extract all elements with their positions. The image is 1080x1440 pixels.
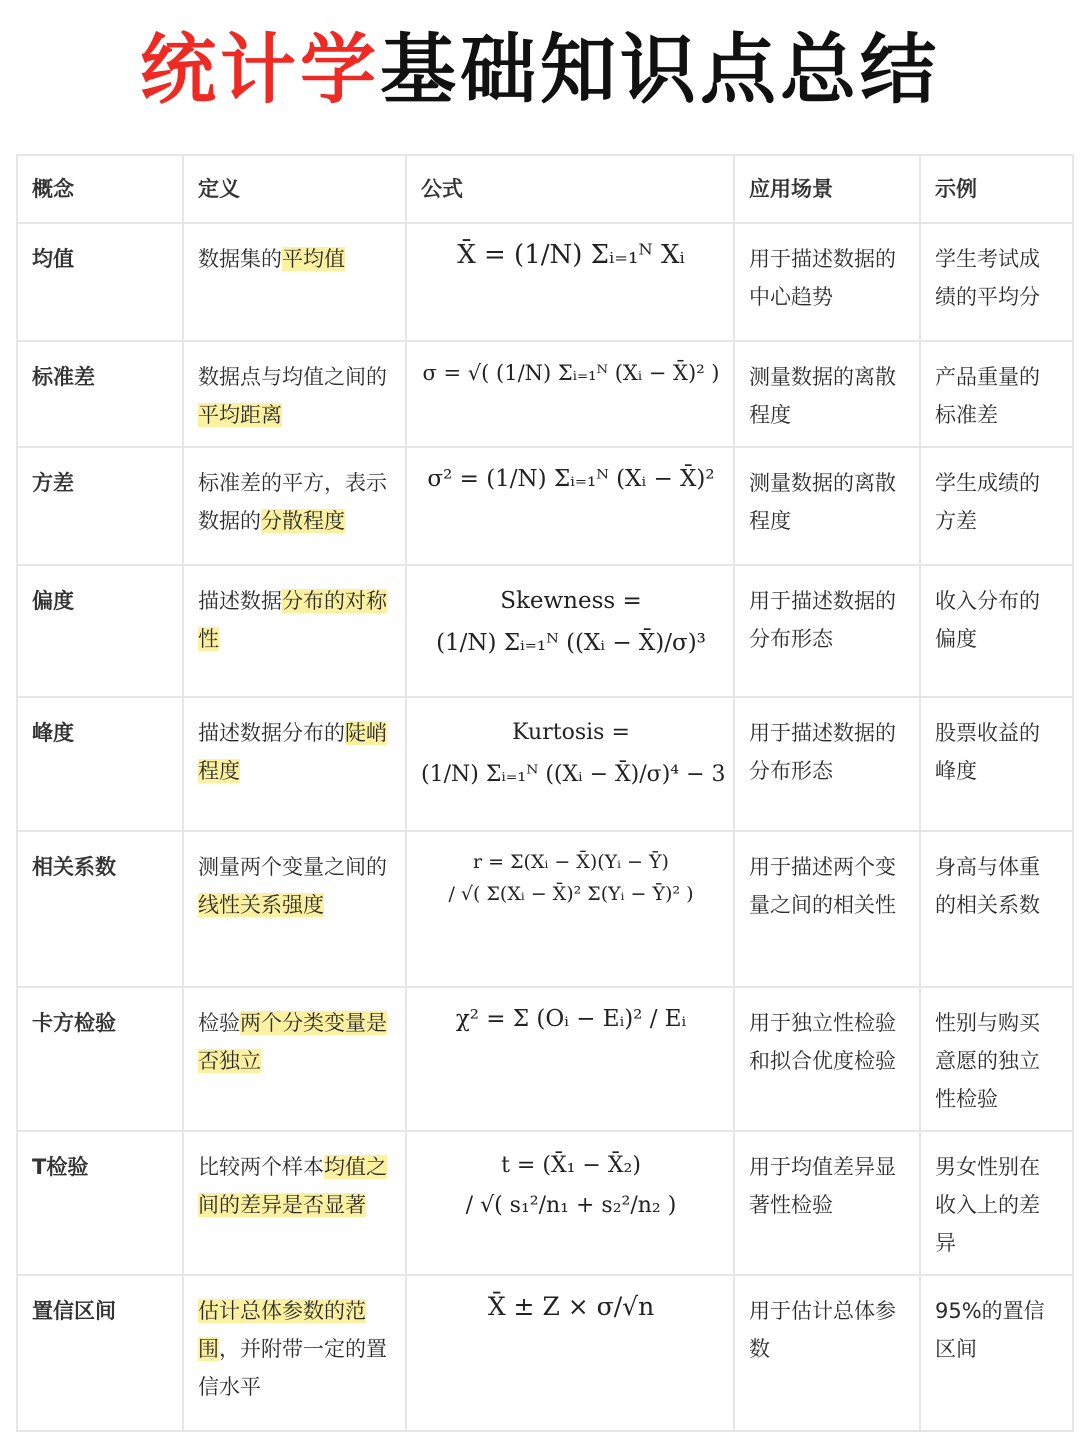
formula-line: (1/N) Σᵢ₌₁ᴺ ((Xᵢ − X̄)/σ)⁴ − 3 — [421, 762, 726, 787]
title-red-part: 统计学 — [140, 25, 380, 114]
example-cell: 男女性别在收入上的差异 — [920, 1131, 1073, 1275]
definition-text: ，并附带一定的置信水平 — [198, 1337, 387, 1399]
table-row — [17, 341, 1073, 447]
header-scenario: 应用场景 — [734, 155, 920, 223]
formula-line: Kurtosis = — [512, 720, 630, 745]
formula-line: X̄ ± Z × σ/√n — [487, 1292, 655, 1321]
definition-cell — [183, 223, 406, 341]
table-row — [17, 987, 1073, 1131]
definition-highlight: 线性关系强度 — [198, 893, 324, 917]
formula-line: / √( Σ(Xᵢ − X̄)² Σ(Yᵢ − Ȳ)² ) — [448, 883, 694, 905]
concept-cell: 方差 — [17, 447, 183, 565]
example-cell: 学生考试成绩的平均分 — [920, 223, 1073, 341]
formula-line: χ² = Σ (Oᵢ − Eᵢ)² / Eᵢ — [455, 1006, 687, 1032]
example-cell: 收入分布的偏度 — [920, 565, 1073, 697]
scenario-cell: 用于独立性检验和拟合优度检验 — [734, 987, 920, 1131]
concept-cell: 偏度 — [17, 565, 183, 697]
formula-cell — [406, 987, 734, 1131]
definition-text: 检验 — [198, 1011, 240, 1035]
formula-line: / √( s₁²/n₁ + s₂²/n₂ ) — [465, 1193, 677, 1218]
definition-text: 数据点与均值之间的 — [198, 365, 387, 389]
example-cell: 产品重量的标准差 — [920, 341, 1073, 447]
header-concept: 概念 — [17, 155, 183, 223]
concept-cell: 相关系数 — [17, 831, 183, 987]
definition-highlight: 分散程度 — [261, 509, 345, 533]
formula-line: r = Σ(Xᵢ − X̄)(Yᵢ − Ȳ) — [473, 851, 669, 873]
header-definition: 定义 — [183, 155, 406, 223]
scenario-cell: 测量数据的离散程度 — [734, 341, 920, 447]
concept-cell: 置信区间 — [17, 1275, 183, 1431]
example-cell: 学生成绩的方差 — [920, 447, 1073, 565]
definition-cell — [183, 341, 406, 447]
formula-line: t = (X̄₁ − X̄₂) — [501, 1153, 641, 1178]
table-row — [17, 1275, 1073, 1431]
table-row — [17, 565, 1073, 697]
concept-cell: 标准差 — [17, 341, 183, 447]
definition-text: 数据集的 — [198, 247, 282, 271]
scenario-cell: 测量数据的离散程度 — [734, 447, 920, 565]
concept-cell: T检验 — [17, 1131, 183, 1275]
header-example: 示例 — [920, 155, 1073, 223]
formula-line: X̄ = (1/N) Σᵢ₌₁ᴺ Xᵢ — [457, 240, 685, 270]
example-cell: 股票收益的峰度 — [920, 697, 1073, 831]
formula-cell — [406, 341, 734, 447]
definition-cell — [183, 697, 406, 831]
concept-cell: 均值 — [17, 223, 183, 341]
definition-highlight: 平均距离 — [198, 403, 282, 427]
definition-text: 描述数据分布的 — [198, 721, 345, 745]
formula-line: σ = √( (1/N) Σᵢ₌₁ᴺ (Xᵢ − X̄)² ) — [422, 361, 720, 385]
header-row — [17, 155, 1073, 223]
table-row — [17, 447, 1073, 565]
definition-text: 标准差的平方，表示数据的 — [198, 471, 387, 533]
scenario-cell: 用于估计总体参数 — [734, 1275, 920, 1431]
definition-cell — [183, 1131, 406, 1275]
definition-text: 描述数据 — [198, 589, 282, 613]
formula-cell — [406, 1275, 734, 1431]
formula-line: (1/N) Σᵢ₌₁ᴺ ((Xᵢ − X̄)/σ)³ — [436, 630, 706, 656]
definition-cell — [183, 987, 406, 1131]
title-black-part: 基础知识点总结 — [380, 25, 940, 114]
definition-highlight: 平均值 — [282, 247, 345, 271]
formula-line: σ² = (1/N) Σᵢ₌₁ᴺ (Xᵢ − X̄)² — [427, 466, 715, 492]
definition-text: 测量两个变量之间的 — [198, 855, 387, 879]
table-row — [17, 831, 1073, 987]
definition-cell — [183, 447, 406, 565]
table-row — [17, 1131, 1073, 1275]
definition-cell — [183, 565, 406, 697]
example-cell: 性别与购买意愿的独立性检验 — [920, 987, 1073, 1131]
definition-highlight: 两个分类变量是否独立 — [198, 1011, 387, 1073]
scenario-cell: 用于描述数据的分布形态 — [734, 697, 920, 831]
stats-table — [16, 154, 1074, 1432]
scenario-cell: 用于描述数据的中心趋势 — [734, 223, 920, 341]
scenario-cell: 用于均值差异显著性检验 — [734, 1131, 920, 1275]
example-cell: 身高与体重的相关系数 — [920, 831, 1073, 987]
formula-cell — [406, 447, 734, 565]
definition-highlight: 估计总体参数的范围 — [198, 1299, 366, 1361]
scenario-cell: 用于描述数据的分布形态 — [734, 565, 920, 697]
formula-cell — [406, 831, 734, 987]
concept-cell: 卡方检验 — [17, 987, 183, 1131]
example-cell: 95%的置信区间 — [920, 1275, 1073, 1431]
formula-line: Skewness = — [500, 588, 642, 614]
formula-cell — [406, 223, 734, 341]
table-row — [17, 223, 1073, 341]
definition-cell — [183, 1275, 406, 1431]
concept-cell: 峰度 — [17, 697, 183, 831]
definition-highlight: 均值之间的差异是否显著 — [198, 1155, 387, 1217]
formula-cell — [406, 565, 734, 697]
definition-cell — [183, 831, 406, 987]
table-row — [17, 697, 1073, 831]
definition-text: 比较两个样本 — [198, 1155, 324, 1179]
definition-highlight: 分布的对称性 — [198, 589, 387, 651]
formula-cell — [406, 1131, 734, 1275]
definition-highlight: 陡峭程度 — [198, 721, 387, 783]
page-title — [0, 0, 1080, 140]
header-formula: 公式 — [406, 155, 734, 223]
formula-cell — [406, 697, 734, 831]
scenario-cell: 用于描述两个变量之间的相关性 — [734, 831, 920, 987]
